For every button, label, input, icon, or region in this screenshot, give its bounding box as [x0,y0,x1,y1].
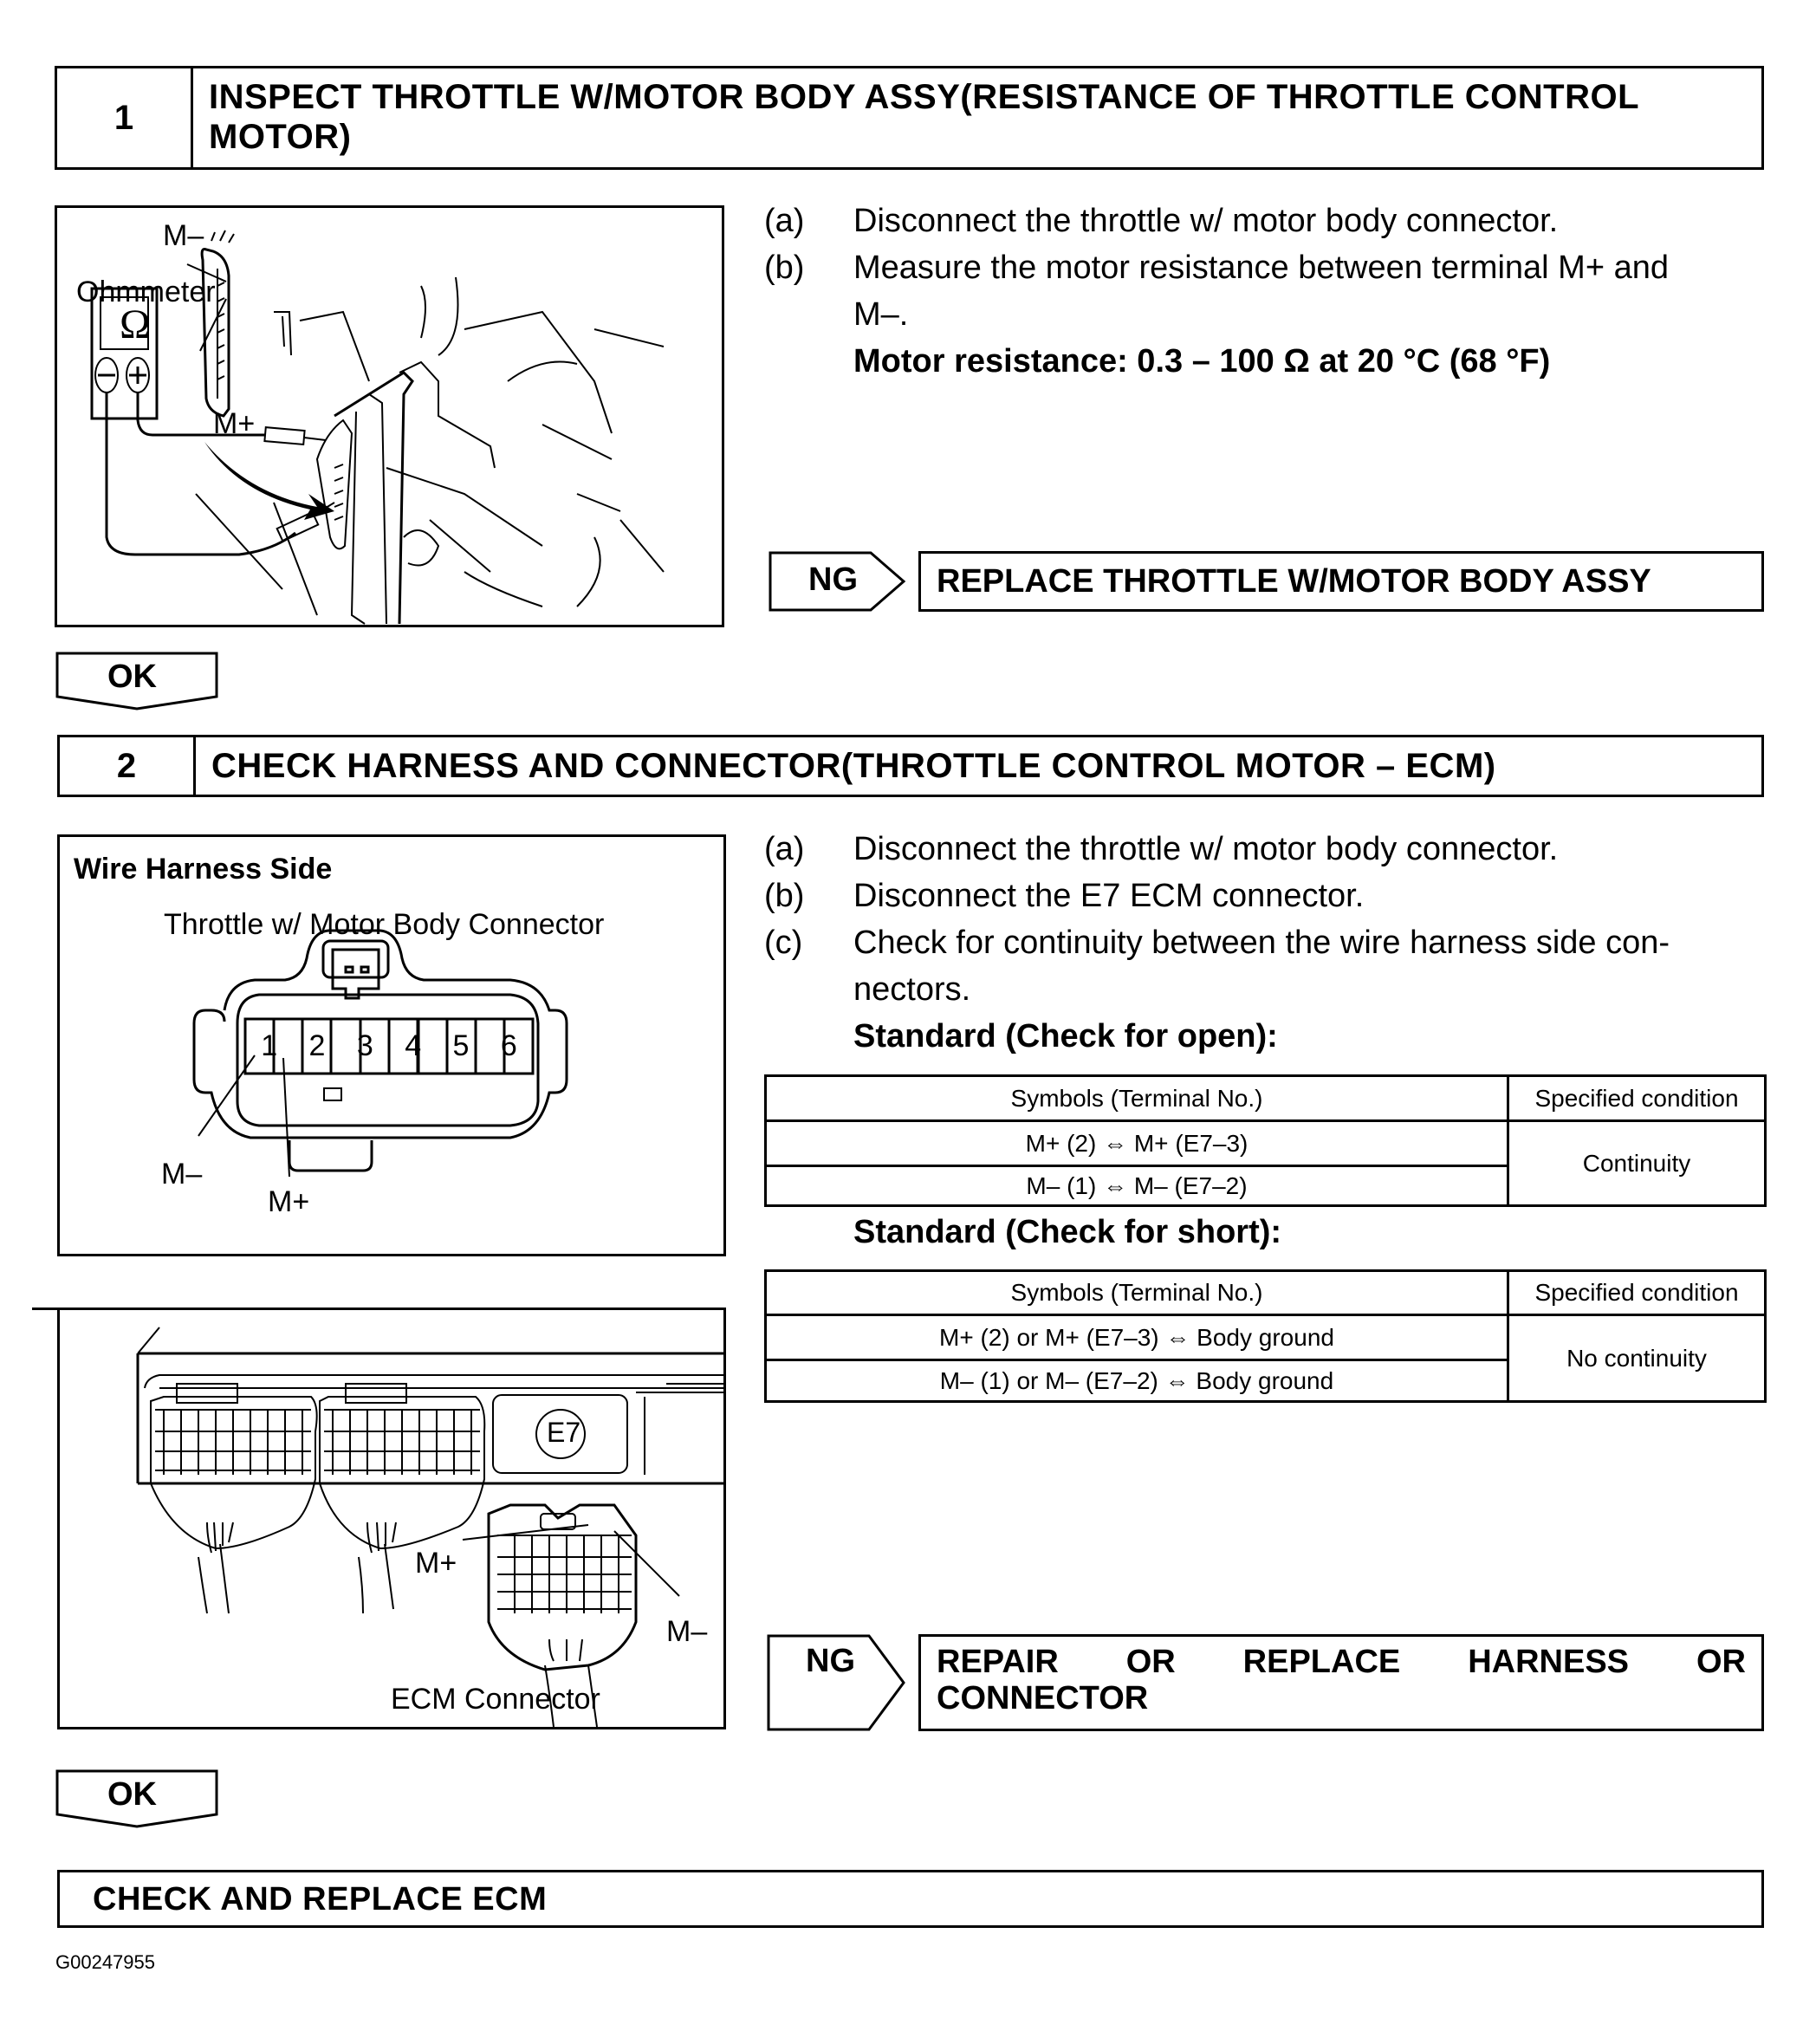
instruction-label: (b) [764,878,805,914]
action-word: HARNESS [1468,1644,1630,1680]
wire-harness-diagram [57,834,726,1256]
step-1-number: 1 [57,68,193,167]
step-2-header [57,735,1764,797]
ng-action-line-1 [937,1644,1746,1680]
pin-6: 6 [500,1029,517,1062]
open-check-title: Standard (Check for open): [853,1018,1278,1054]
ng-label: NG [808,561,858,598]
ohmmeter-diagram [55,205,724,627]
instruction-label: (a) [764,831,805,867]
step-1-header [55,66,1764,170]
ecm-m-plus-label: M+ [415,1547,457,1580]
final-action-box [57,1870,1764,1928]
m-plus-label: M+ [268,1185,310,1218]
ng-action-line-2: CONNECTOR [937,1680,1149,1716]
instruction-text-cont: nectors. [853,971,971,1008]
table-header-symbols: Symbols (Terminal No.) [766,1076,1508,1121]
pin-3: 3 [356,1029,373,1062]
ng-indicator-2 [767,1634,907,1731]
action-word: REPAIR [937,1644,1059,1680]
instruction-text: Disconnect the throttle w/ motor body connector. [853,831,1559,867]
action-word: REPLACE [1242,1644,1401,1680]
ecm-connector-caption: ECM Connector [391,1683,600,1716]
pin-4: 4 [405,1029,422,1062]
ohmmeter-label: Ohmmeter [76,276,216,308]
ecm-connector-diagram [57,1308,726,1729]
ohm-symbol: Ω [120,302,151,347]
table-header-symbols: Symbols (Terminal No.) [766,1271,1508,1315]
m-minus-label: M– [161,1158,203,1191]
short-check-title: Standard (Check for short): [853,1214,1282,1250]
instruction-text-cont: M–. [853,296,909,333]
step-2-instructions [764,826,1769,1077]
instruction-text: Disconnect the throttle w/ motor body connector. [853,203,1559,239]
step-2-number: 2 [60,737,196,795]
ng-label: NG [806,1643,855,1679]
open-check-table [764,1074,1767,1207]
throttle-motor-illustration [57,208,722,625]
pin-2: 2 [308,1029,326,1062]
table-header-condition: Specified condition [1508,1076,1766,1121]
ecm-connector-illustration [60,1310,723,1727]
table-row: M– (1) ⇔ M– (E7–2) [766,1166,1508,1206]
instruction-text: Measure the motor resistance between terminal M+ and [853,250,1669,286]
ng-action-1: REPLACE THROTTLE W/MOTOR BODY ASSY [918,551,1764,612]
motor-resistance-spec: Motor resistance: 0.3 – 100 Ω at 20 °C (68 °F) [853,343,1551,380]
figure-id: G00247955 [55,1951,155,1973]
table-cell-condition: Continuity [1508,1121,1766,1206]
table-row: M+ (2) or M+ (E7–3) ⇔ Body ground [766,1315,1508,1360]
m-minus-label: M– [163,219,204,252]
pin-1: 1 [261,1029,278,1062]
ecm-m-minus-label: M– [666,1615,708,1648]
short-check-table [764,1269,1767,1403]
ok-indicator-2 [55,1769,220,1828]
ng-action-2 [918,1634,1764,1731]
table-row: M+ (2) ⇔ M+ (E7–3) [766,1121,1508,1166]
ecm-connector-id: E7 [547,1417,581,1448]
step-1-title: INSPECT THROTTLE W/MOTOR BODY ASSY(RESISTANCE OF THROTTLE CONTROL MOTOR) [209,78,1639,156]
ok-label: OK [107,1776,157,1813]
m-plus-label: M+ [213,407,256,440]
ok-label: OK [107,659,157,695]
instruction-label: (a) [764,203,805,239]
instruction-text: Disconnect the E7 ECM connector. [853,878,1365,914]
pin-5: 5 [452,1029,470,1062]
connector-caption: Throttle w/ Motor Body Connector [164,908,605,941]
instruction-label: (c) [764,925,803,961]
pin-row [245,1019,533,1074]
action-word: OR [1696,1644,1746,1680]
ng-indicator-1 [769,551,907,612]
step-1-instructions [764,198,1769,388]
wire-harness-heading: Wire Harness Side [74,853,333,886]
ok-indicator-1 [55,652,220,711]
action-word: OR [1125,1644,1176,1680]
table-row: M– (1) or M– (E7–2) ⇔ Body ground [766,1360,1508,1402]
step-2-title: CHECK HARNESS AND CONNECTOR(THROTTLE CONTROL MOTOR – ECM) [211,747,1496,785]
table-cell-condition: No continuity [1508,1315,1766,1402]
instruction-text: Check for continuity between the wire harness side con- [853,925,1670,961]
table-header-condition: Specified condition [1508,1271,1766,1315]
instruction-label: (b) [764,250,805,286]
final-action-title: CHECK AND REPLACE ECM [93,1880,548,1917]
